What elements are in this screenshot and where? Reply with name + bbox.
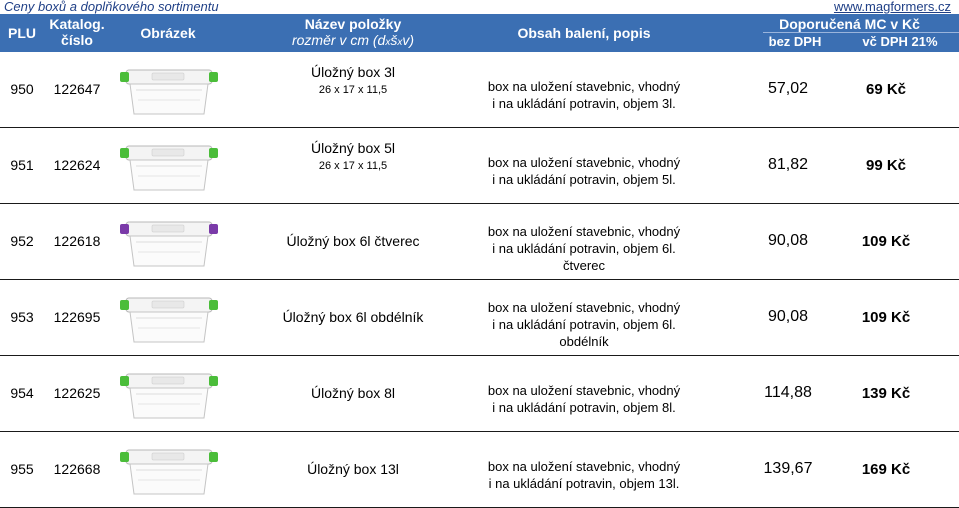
storage-box-green-icon	[112, 60, 224, 120]
description-cell	[476, 299, 692, 350]
catalog-number-cell: 122625	[53, 385, 101, 401]
price-with-vat: 169 Kč	[861, 461, 911, 478]
table-row	[0, 128, 959, 204]
description-line: i na ukládání potravin, objem 6l.	[492, 317, 676, 332]
price-without-vat: 90,08	[767, 308, 809, 325]
product-image	[112, 136, 224, 196]
description-line: čtverec	[563, 258, 605, 273]
header-dimensions: rozměr v cm (dxšxv)	[291, 32, 414, 48]
price-without-vat: 139,67	[763, 460, 813, 477]
product-image	[112, 364, 224, 424]
table-row	[0, 52, 959, 128]
table-row	[0, 432, 959, 508]
product-name-cell	[228, 233, 478, 249]
header-image: Obrázek	[140, 25, 196, 41]
plu-cell: 952	[10, 233, 34, 249]
storage-box-green-icon	[112, 288, 224, 348]
product-name: Úložný box 5l	[310, 140, 396, 156]
storage-box-purple-icon	[112, 212, 224, 272]
price-without-vat: 57,02	[767, 80, 809, 97]
catalog-number-cell: 122624	[53, 157, 101, 173]
catalog-number-cell: 122695	[53, 309, 101, 325]
product-name-cell	[228, 385, 478, 401]
price-with-vat: 69 Kč	[865, 81, 907, 98]
product-image	[112, 60, 224, 120]
price-without-vat: 81,82	[767, 156, 809, 173]
plu-cell: 951	[10, 157, 34, 173]
header-name: Název položky rozměr v cm (dxšxv)	[291, 16, 414, 48]
header-catalog: Katalog. číslo	[49, 16, 105, 48]
product-name-cell	[228, 309, 478, 325]
description-cell	[476, 223, 692, 274]
header-price-net: bez DPH	[768, 34, 822, 49]
plu-cell: 953	[10, 309, 34, 325]
description-cell	[476, 78, 692, 112]
storage-box-green-icon	[112, 364, 224, 424]
catalog-number-cell: 122668	[53, 461, 101, 477]
storage-box-green-icon	[112, 136, 224, 196]
description-cell	[476, 382, 692, 416]
description-cell	[476, 154, 692, 188]
description-line: box na uložení stavebnic, vhodný	[487, 79, 681, 94]
catalog-number-cell: 122618	[53, 233, 101, 249]
website-link[interactable]: www.magformers.cz	[833, 0, 951, 14]
product-image	[112, 440, 224, 500]
product-name-cell	[228, 461, 478, 477]
description-line: box na uložení stavebnic, vhodný	[487, 155, 681, 170]
plu-cell: 955	[10, 461, 34, 477]
product-dimensions: 26 x 17 x 11,5	[318, 84, 388, 96]
price-with-vat: 139 Kč	[861, 385, 911, 402]
product-name: Úložný box 6l čtverec	[286, 233, 420, 249]
header-description: Obsah balení, popis	[517, 25, 651, 41]
product-dimensions: 26 x 17 x 11,5	[318, 160, 388, 172]
table-row	[0, 280, 959, 356]
catalog-number-cell: 122647	[53, 81, 101, 97]
description-line: box na uložení stavebnic, vhodný	[487, 300, 681, 315]
storage-box-green-icon	[112, 440, 224, 500]
top-bar	[0, 0, 959, 14]
table-row	[0, 356, 959, 432]
description-line: i na ukládání potravin, objem 8l.	[492, 400, 676, 415]
description-line: i na ukládání potravin, objem 13l.	[488, 476, 680, 491]
table-row	[0, 204, 959, 280]
price-with-vat: 109 Kč	[861, 309, 911, 326]
description-line: box na uložení stavebnic, vhodný	[487, 383, 681, 398]
table-header	[0, 14, 959, 52]
product-name: Úložný box 3l	[310, 64, 396, 80]
price-without-vat: 90,08	[767, 232, 809, 249]
product-image	[112, 288, 224, 348]
description-line: box na uložení stavebnic, vhodný	[487, 459, 681, 474]
description-line: i na ukládání potravin, objem 3l.	[492, 96, 676, 111]
product-name: Úložný box 8l	[310, 385, 396, 401]
header-divider	[763, 32, 959, 33]
header-price-title: Doporučená MC v Kč	[779, 16, 920, 32]
product-name-cell	[228, 64, 478, 96]
plu-cell: 954	[10, 385, 34, 401]
description-cell	[476, 458, 692, 492]
document-title: Ceny boxů a doplňkového sortimentu	[4, 0, 219, 14]
header-plu: PLU	[8, 25, 36, 41]
description-line: obdélník	[559, 334, 609, 349]
product-name: Úložný box 13l	[307, 461, 399, 477]
price-with-vat: 99 Kč	[865, 157, 907, 174]
product-name: Úložný box 6l obdélník	[282, 309, 424, 325]
price-with-vat: 109 Kč	[861, 233, 911, 250]
description-line: i na ukládání potravin, objem 5l.	[492, 172, 676, 187]
plu-cell: 950	[10, 81, 34, 97]
header-price-vat: vč DPH 21%	[862, 34, 938, 49]
product-image	[112, 212, 224, 272]
price-without-vat: 114,88	[764, 384, 812, 401]
product-name-cell	[228, 140, 478, 172]
description-line: i na ukládání potravin, objem 6l.	[492, 241, 676, 256]
description-line: box na uložení stavebnic, vhodný	[487, 224, 681, 239]
